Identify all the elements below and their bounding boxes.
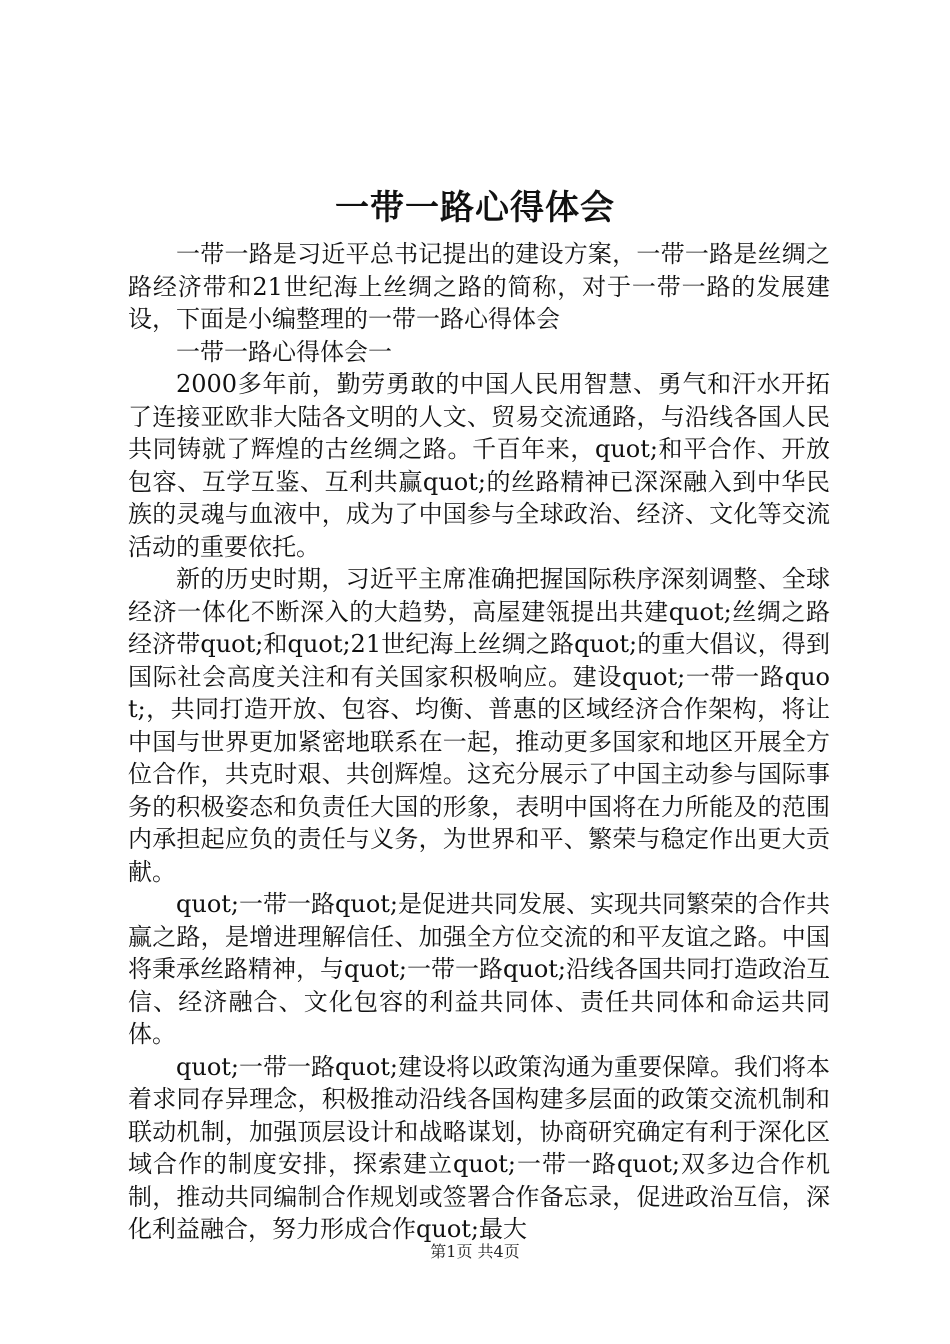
paragraph: 2000多年前，勤劳勇敢的中国人民用智慧、勇气和汗水开拓了连接亚欧非大陆各文明的人文、贸易交流通路，与沿线各国人民共同铸就了辉煌的古丝绸之路。千百年来，quot;和平合作、开放包容、互学互鉴、互利共赢quot;的丝路精神已深深融入到中华民族的灵魂与血液中，成为了中国参与全球政治、经济、文化等交流活动的重要依托。 bbox=[128, 370, 830, 561]
document-body bbox=[128, 238, 830, 1246]
paragraph: quot;一带一路quot;是促进共同发展、实现共同繁荣的合作共赢之路，是增进理解信任、加强全方位交流的和平友谊之路。中国将秉承丝路精神，与quot;一带一路quot;沿线各国共同打造政治互信、经济融合、文化包容的利益共同体、责任共同体和命运共同体。 bbox=[128, 890, 830, 1048]
paragraph-intro: 一带一路是习近平总书记提出的建设方案，一带一路是丝绸之路经济带和21世纪海上丝绸之路的简称，对于一带一路的发展建设，下面是小编整理的一带一路心得体会 bbox=[128, 240, 830, 333]
paragraph-section-heading: 一带一路心得体会一 bbox=[176, 337, 392, 366]
paragraph: quot;一带一路quot;建设将以政策沟通为重要保障。我们将本着求同存异理念，积极推动沿线各国构建多层面的政策交流机制和联动机制，加强顶层设计和战略谋划，协商研究确定有利于深化区域合作的制度安排，探索建立quot;一带一路quot;双多边合作机制，推动共同编制合作规划或签署合作备忘录，促进政治互信，深化利益融合，努力形成合作quot;最大 bbox=[128, 1052, 830, 1243]
page-number-footer: 第1页 共4页 bbox=[430, 1242, 520, 1261]
document-title: 一带一路心得体会 bbox=[335, 188, 615, 228]
paragraph: 新的历史时期，习近平主席准确把握国际秩序深刻调整、全球经济一体化不断深入的大趋势，高屋建瓴提出共建quot;丝绸之路经济带quot;和quot;21世纪海上丝绸之路quot;的重大倡议，得到国际社会高度关注和有关国家积极响应。建设quot;一带一路quot;，共同打造开放、包容、均衡、普惠的区域经济合作架构，将让中国与世界更加紧密地联系在一起，推动更多国家和地区开展全方位合作，共克时艰、共创辉煌。这充分展示了中国主动参与国际事务的积极姿态和负责任大国的形象，表明中国将在力所能及的范围内承担起应负的责任与义务，为世界和平、繁荣与稳定作出更大贡献。 bbox=[128, 565, 830, 886]
